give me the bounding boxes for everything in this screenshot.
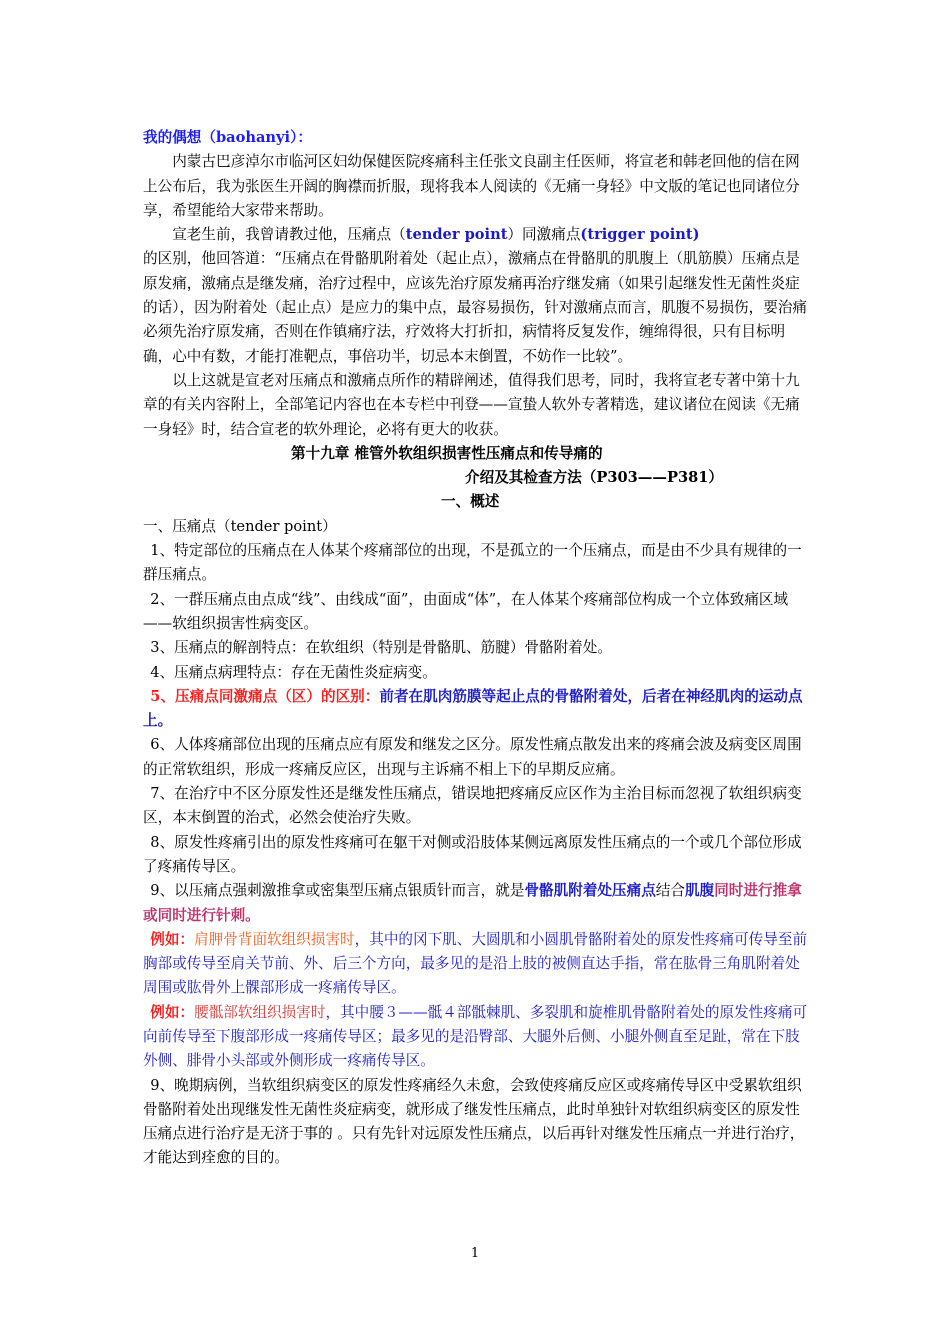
item-9-highlight-3: 同时进行推拿或同时进行针刺。 [143, 882, 802, 924]
example-1-topic: 肩胛骨背面软组织损害时 [194, 930, 355, 948]
list-item-8: 8、原发性疼痛引出的原发性疼痛可在躯干对侧或沿肢体某侧远离原发性压痛点的一个或几个部位形成了疼痛传导区。 [143, 833, 802, 875]
chapter-title-line-2: 介绍及其检查方法（P303——P381） [465, 469, 723, 487]
list-item-5 [143, 685, 809, 734]
list-item-9b: 9、晚期病例，当软组织病变区的原发性疼痛经久未愈，会致使疼痛反应区或疼痛传导区中受累软组织骨骼附着处出现继发性无菌性炎症病变，就形成了继发性压痛点，此时单独针对软组织病变区的原发性压痛点进行治疗是无济于事的 。只有先针对远原发性压痛点，以后再针对继发性压痛点一并进行治疗，才能达到痊愈的目的。 [143, 1076, 805, 1167]
item-9-text-a: 9、以压痛点强刺激推拿或密集型压痛点银质针而言，就是 [150, 882, 525, 900]
page-number: 1 [470, 1246, 480, 1261]
list-item-2: 2、一群压痛点由点成“线”、由线成“面”，由面成“体”，在人体某个疼痛部位构成一个立体致痛区域——软组织损害性病变区。 [143, 590, 789, 632]
list-item-9 [143, 879, 809, 928]
intro-paragraph-2-cont: 的区别，他回答道：“压痛点在骨骼肌附着处（起止点），激痛点在骨骼肌的肌腹上（肌筋膜）压痛点是原发痛，激痛点是继发痛，治疗过程中，应该先治疗原发痛再治疗继发痛（如果引起继发性无菌性炎症的话），因为附着处（起止点）是应力的集中点，最容易损伤，针对激痛点而言，肌腹不易损伤，要治痛必须先治疗原发痛，否则在作镇痛疗法，疗效将大打折扣，病情将反复发作，缠绵得很，只有目标明确，心中有数，才能打准靶点，事倍功半，切忌本末倒置，不妨作一比较”。 [143, 250, 808, 365]
item-9-highlight-2: 肌腹 [685, 882, 715, 900]
example-1-label: 例如： [150, 930, 195, 948]
list-item-7: 7、在治疗中不区分原发性还是继发性压痛点，错误地把疼痛反应区作为主治目标而忽视了软组织病变区，本末倒置的治式，必然会使治疗失败。 [143, 785, 802, 827]
list-item-4: 4、压痛点病理特点：存在无菌性炎症病变。 [150, 663, 437, 681]
intro-p2-text-c: ）同激痛点 [507, 226, 581, 244]
trigger-point-term: (trigger point) [580, 226, 700, 244]
item-5-label: 5、压痛点同激痛点（区）的区别： [150, 687, 380, 705]
example-2-topic: 腰骶部软组织损害时 [194, 1003, 326, 1021]
tender-point-term: tender point [405, 226, 508, 244]
section-heading: 一、概述 [441, 493, 500, 511]
document-body [143, 126, 809, 1171]
example-2-text: ，其中腰３——骶４部骶棘肌、多裂肌和旋椎肌骨骼附着处的原发性疼痛可向前传导至下腹部形成一疼痛传导区；最多见的是沿臀部、大腿外后侧、小腿外侧直至足趾，常在下肢外侧、腓骨小头部或外侧形成一疼痛传导区。 [143, 1003, 808, 1070]
intro-paragraph-3: 以上这就是宣老对压痛点和激痛点所作的精辟阐述，值得我们思考，同时，我将宣老专著中第十九章的有关内容附上，全部笔记内容也在本专栏中刊登——宣蛰人软外专著精选，建议诸位在阅读《无痛一身轻》时，结合宣老的软外理论，必将有更大的收获。 [143, 371, 800, 438]
item-5-answer: 前者在肌肉筋膜等起止点的骨骼附着处，后者在神经肌肉的运动点上。 [143, 687, 803, 730]
item-9-text-c: 结合 [655, 882, 685, 900]
chapter-title-line-1: 第十九章 椎管外软组织损害性压痛点和传导痛的 [291, 444, 603, 462]
subsection-heading: 一、压痛点（tender point） [143, 517, 337, 535]
intro-paragraph-1: 内蒙古巴彦淖尔市临河区妇幼保健医院疼痛科主任张文良副主任医师，将宣老和韩老回他的信在网上公布后，我为张医生开阔的胸襟而折服，现将我本人阅读的《无痛一身轻》中文版的笔记也同诸位分享，希望能给大家带来帮助。 [143, 153, 800, 219]
example-1-text: ，其中的冈下肌、大圆肌和小圆肌骨骼附着处的原发性疼痛可传导至前胸部或传导至肩关节前、外、后三个方向，最多见的是沿上肢的被侧直达手指，常在肱骨三角肌附着处周围或肱骨外上髁部形成一疼痛传导区。 [143, 930, 808, 997]
list-item-6: 6、人体疼痛部位出现的压痛点应有原发和继发之区分。原发性痛点散发出来的疼痛会波及病变区周围的正常软组织，形成一疼痛反应区，出现与主诉痛不相上下的早期反应痛。 [143, 736, 802, 778]
example-1 [143, 928, 809, 1001]
list-item-1: 1、特定部位的压痛点在人体某个疼痛部位的出现，不是孤立的一个压痛点，而是由不少具有规律的一群压痛点。 [143, 542, 802, 584]
page-title: 我的偶想（baohanyi）： [143, 129, 312, 146]
intro-p2-text-a: 宣老生前，我曾请教过他，压痛点（ [172, 226, 406, 244]
intro-paragraph-2 [143, 223, 809, 247]
example-2 [143, 1001, 809, 1074]
item-9-highlight-1: 骨骼肌附着处压痛点 [524, 882, 656, 900]
list-item-3: 3、压痛点的解剖特点：在软组织（特别是骨骼肌、筋腱）骨骼附着处。 [150, 639, 612, 657]
example-2-label: 例如： [150, 1003, 195, 1021]
